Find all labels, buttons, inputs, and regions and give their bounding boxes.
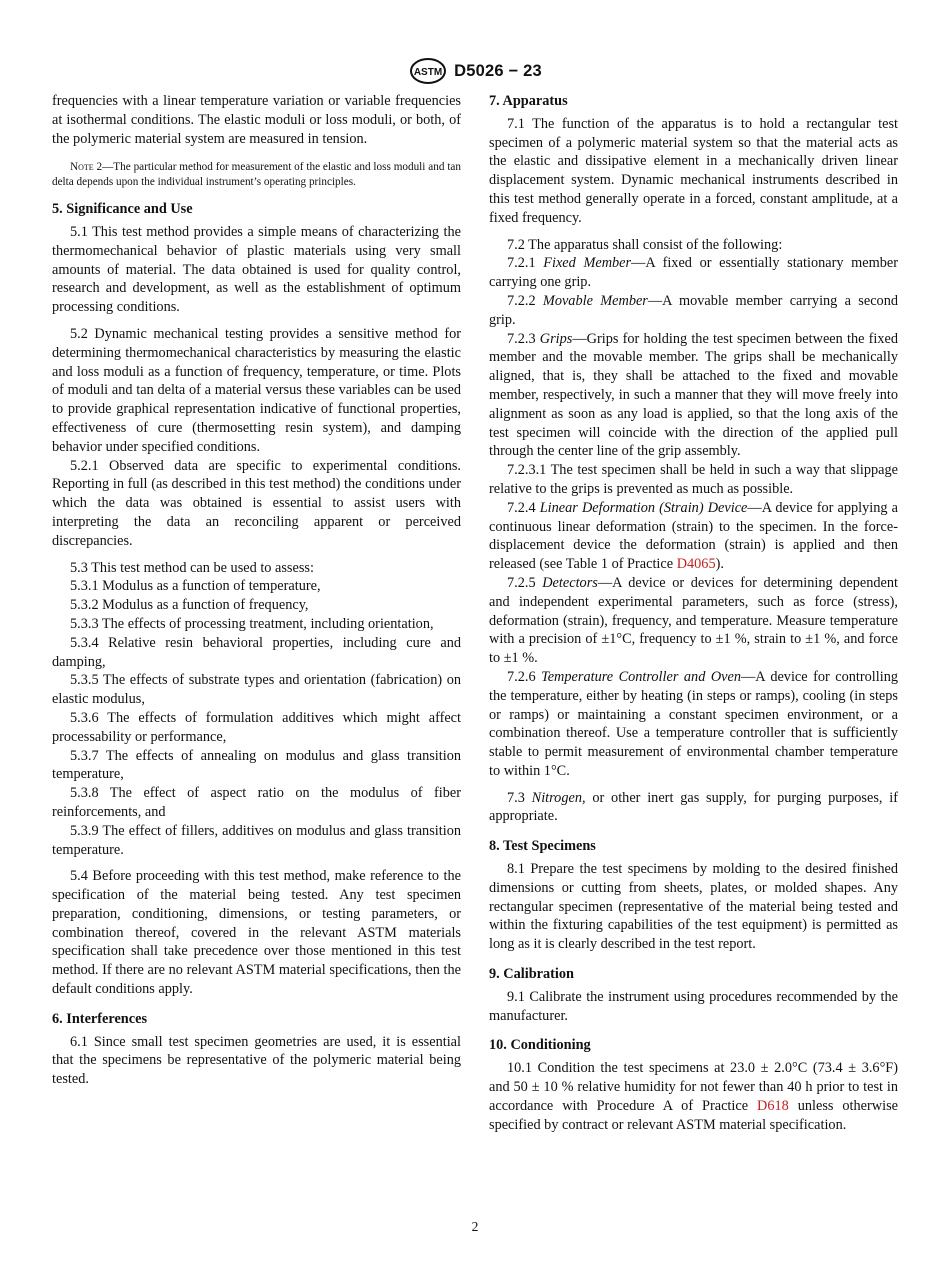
paragraph-5-3-5: 5.3.5 The effects of substrate types and orientation (fabrication) on elastic modulus, (52, 672, 461, 708)
section-9-heading: 9. Calibration (489, 966, 574, 983)
paragraph-5-3: 5.3 This test method can be used to assess: (70, 559, 314, 576)
continued-paragraph: frequencies with a linear temperature variation or variable frequencies at isothermal conditions. The elastic moduli or loss moduli, or both, of the polymeric material system are measured in tension. (52, 93, 461, 147)
paragraph-7-2-1 (489, 254, 898, 292)
paragraph-5-3-4: 5.3.4 Relative resin behavioral properties, including cure and damping, (52, 634, 461, 670)
paragraph-number: 7.2.3 (507, 330, 540, 347)
paragraph-5-1: 5.1 This test method provides a simple means of characterizing the thermomechanical behavior of plastic materials using very small amounts of material. The data obtained is used for quality control, research and development, as well as the establishment of optimum processing conditions. (52, 224, 461, 316)
paragraph-text: 10.1 Condition the test specimens at 23.0 ± 2.0°C (73.4 ± 3.6°F) and 50 ± 10 % relative humidity for not fewer than 40 h prior to test in accordance with Procedure A of Practice (489, 1060, 898, 1114)
paragraph-text: —A fixed or essentially stationary member carrying one grip. (489, 255, 899, 291)
paragraph-5-2: 5.2 Dynamic mechanical testing provides a sensitive method for determining thermomechanical characteristics by measuring the elastic and loss moduli as a function of frequency, temperature, or time. Plots of moduli and tan delta of a material versus these variables can be used to provide graphical representation indicative of functional properties, effectiveness of cure (thermosetting resin system), and damping behavior under specified conditions. (52, 325, 461, 455)
reference-link-d618[interactable]: D618 (757, 1097, 789, 1114)
paragraph-number: 7.2.1 (507, 255, 544, 272)
note-2 (52, 160, 461, 189)
paragraph-5-3-6: 5.3.6 The effects of formulation additives which might affect processability or performance, (52, 709, 461, 745)
paragraph-text: —A device for controlling the temperature, either by heating (in steps or ramps), cooling (in steps or ramps) or maintaining a constant specimen environment, or a combination thereof. Use a temperature controller that is sufficiently stable to permit measurement of environmental chamber temperature to within 1°C. (489, 668, 898, 779)
note-text: —The particular method for measurement of the elastic and loss moduli and tan delta depends upon the individual instrument’s operating principles. (52, 161, 461, 188)
paragraph-5-4: 5.4 Before proceeding with this test method, make reference to the specification of the material being tested. Any test specimen preparation, conditioning, dimensions, or testing parameters, or combination thereof, covered in the relevant ASTM materials specification shall take precedence over those mentioned in this test method. If there are no relevant ASTM material specifications, then the default conditions apply. (52, 868, 461, 998)
term: Grips (539, 330, 573, 347)
paragraph-7-2-3 (489, 330, 898, 462)
paragraph-7-2-6 (489, 668, 898, 781)
paragraph-5-3-1: 5.3.1 Modulus as a function of temperature, (70, 578, 321, 595)
document-id: D5026 − 23 (454, 61, 542, 80)
paragraph-5-3-7: 5.3.7 The effects of annealing on modulus and glass transition temperature, (52, 747, 461, 783)
term: Temperature Controller and Oven (541, 668, 741, 685)
paragraph-5-3-2: 5.3.2 Modulus as a function of frequency, (70, 597, 309, 614)
paragraph-6-1: 6.1 Since small test specimen geometries are used, it is essential that the specimens be representative of the polymeric material being tested. (52, 1033, 461, 1088)
paragraph-7-2-2 (489, 292, 898, 330)
paragraph-text: or other inert gas supply, for purging purposes, if appropriate. (489, 789, 898, 825)
section-8-heading: 8. Test Specimens (489, 838, 596, 855)
astm-logo-icon (408, 56, 448, 86)
page-header (0, 56, 950, 86)
section-7-heading: 7. Apparatus (489, 93, 568, 109)
term: Fixed Member (543, 255, 632, 272)
paragraph-10-1 (489, 1059, 898, 1134)
paragraph-7-2-3-1: 7.2.3.1 The test specimen shall be held in such a way that slippage relative to the grips is prevented as much as possible. (489, 462, 898, 497)
note-label: Note 2 (70, 161, 103, 174)
paragraph-9-1: 9.1 Calibrate the instrument using procedures recommended by the manufacturer. (489, 988, 898, 1024)
paragraph-number: 7.2.5 (507, 574, 543, 591)
right-column (489, 92, 898, 1134)
section-6-heading: 6. Interferences (52, 1010, 148, 1027)
paragraph-number: 7.3 (507, 789, 532, 806)
paragraph-7-2: 7.2 The apparatus shall consist of the following: (507, 236, 783, 253)
section-10-heading: 10. Conditioning (489, 1037, 591, 1054)
paragraph-5-3-8: 5.3.8 The effect of aspect ratio on the modulus of fiber reinforcements, and (52, 785, 461, 820)
svg-text:ASTM: ASTM (413, 67, 443, 78)
paragraph-text: —A device for applying a continuous linear deformation (strain) to the specimen. In the force-displacement device the deformation (strain) is applied and then released (see Table 1 of Practice (489, 499, 899, 573)
paragraph-text-end: unless otherwise specified by contract or relevant ASTM material specification. (489, 1097, 898, 1133)
paragraph-number: 7.2.2 (507, 292, 543, 309)
paragraph-text: —Grips for holding the test specimen between the fixed member and the movable member. The grips shall be mechanically aligned, that is, they shall be attached to the fixed and movable member, respectively, in such a manner that they will move freely into alignment as soon as any load is applied, so that the long axis of the test specimen will coincide with the direction of the applied pull through the center line of the grip assembly. (489, 330, 898, 460)
paragraph-7-3 (489, 789, 898, 827)
paragraph-5-2-1: 5.2.1 Observed data are specific to experimental conditions. Reporting in full (as described in this test method) the conditions under which the data was obtained is essential to assist users with interpreting the data an reconciling apparent or perceived discrepancies. (52, 457, 461, 549)
term: Detectors (542, 574, 598, 591)
left-column (52, 92, 461, 1089)
paragraph-7-1: 7.1 The function of the apparatus is to hold a rectangular test specimen of a polymeric material system so that the material acts as the elastic and dissipative element in a mechanically driven linear displacement system. Dynamic mechanical instruments described in this test method generally operate in a forced, constant amplitude, at a fixed frequency. (489, 115, 898, 226)
paragraph-5-3-9: 5.3.9 The effect of fillers, additives on modulus and glass transition temperature. (52, 822, 461, 858)
paragraph-text: —A device or devices for determining dependent and independent experimental parameters, such as force (stress), deformation (strain), frequency, and temperature. Measure temperature with a precision of ±1°C, frequency to ±1 %, strain to ±1 %, and force to ±1 %. (489, 574, 899, 667)
paragraph-text-end: ). (715, 556, 724, 573)
paragraph-8-1: 8.1 Prepare the test specimens by molding to the desired finished dimensions or cutting from sheets, plates, or molded shapes. Any rectangular specimen (representative of the material being tested and within the fixturing capabilities of the test equipment) is permitted as long as it is clearly described in the test report. (489, 861, 898, 953)
paragraph-7-2-5 (489, 574, 898, 668)
term: Movable Member (542, 292, 648, 309)
term: Nitrogen, (531, 789, 586, 806)
paragraph-5-3-3: 5.3.3 The effects of processing treatment, including orientation, (70, 615, 434, 632)
paragraph-number: 7.2.4 (507, 499, 540, 516)
paragraph-text: —A movable member carrying a second grip. (489, 292, 898, 328)
page-number: 2 (471, 1219, 479, 1234)
section-5-heading: 5. Significance and Use (52, 201, 193, 218)
reference-link-d4065[interactable]: D4065 (676, 556, 716, 573)
term: Linear Deformation (Strain) Device (539, 499, 748, 516)
paragraph-number: 7.2.6 (507, 668, 542, 685)
paragraph-7-2-4 (489, 499, 898, 574)
